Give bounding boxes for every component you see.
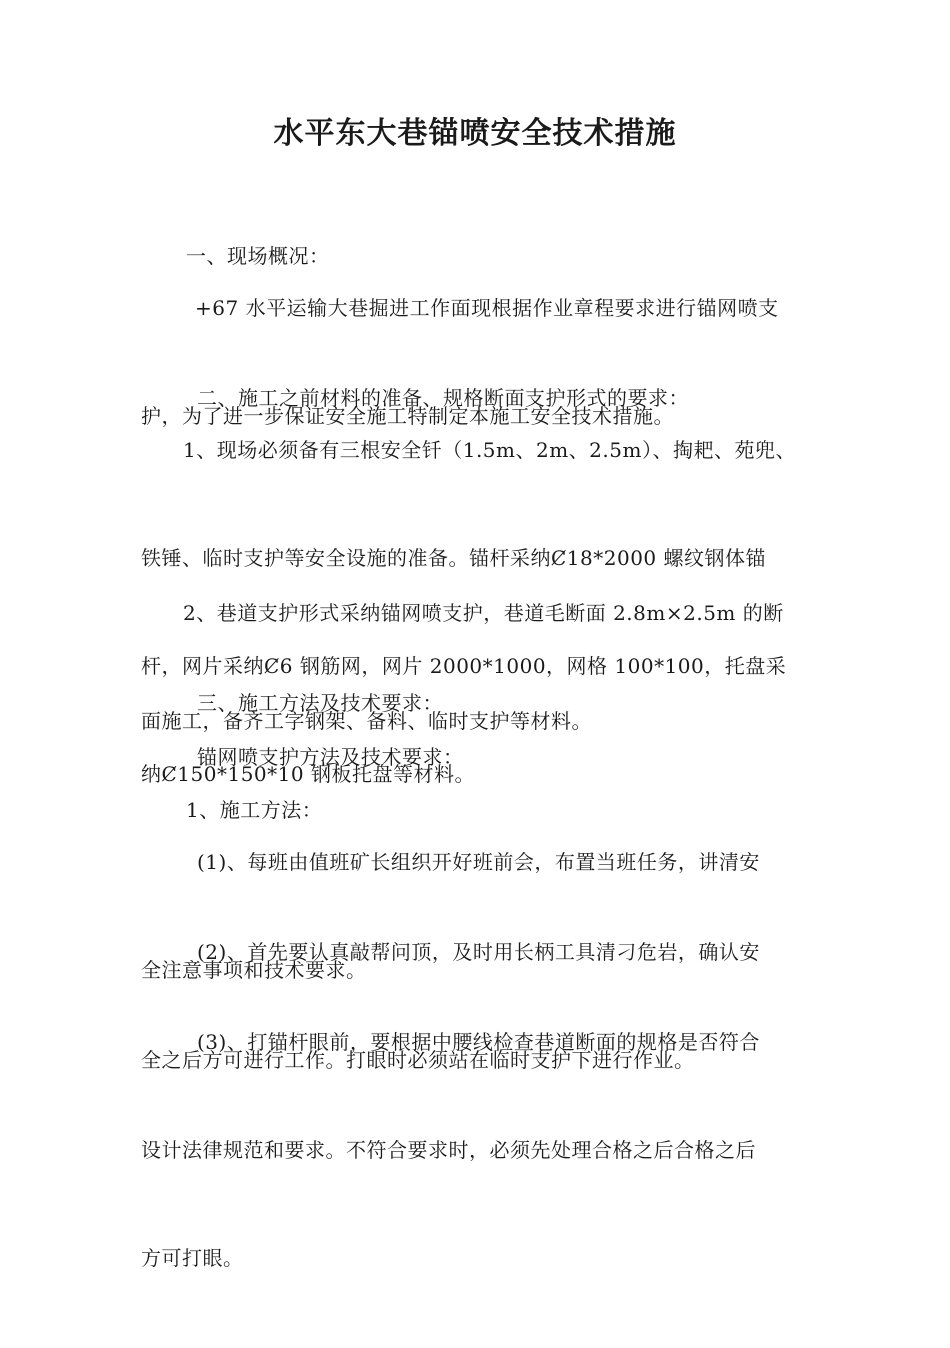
paragraph-step-3 — [141, 952, 801, 1348]
text-line: (2)、首先要认真敲帮问顶，及时用长柄工具清刁危岩，确认安 — [197, 940, 760, 964]
text-line: 2、巷道支护形式采纳锚网喷支护，巷道毛断面 2.8m×2.5m 的断 — [183, 601, 784, 625]
text-line: 全注意事项和技术要求。 — [141, 958, 367, 982]
text-line: 护，为了进一步保证安全施工特制定本施工安全技术措施。 — [141, 404, 674, 428]
text-line: 铁锤、临时支护等安全设施的准备。锚杆采纳Ȼ18*2000 螺纹钢体锚 — [141, 546, 767, 570]
text-line: 纳Ȼ150*150*10 钢板托盘等材料。 — [141, 762, 475, 786]
text-line: 设计法律规范和要求。不符合要求时，必须先处理合格之后合格之后 — [141, 1138, 756, 1162]
text-line: (1)、每班由值班矿长组织开好班前会，布置当班任务，讲清安 — [197, 850, 760, 874]
text-line: 1、现场必须备有三根安全钎（1.5m、2m、2.5m）、掏耙、苑兜、 — [183, 438, 796, 462]
text-line: 1、施工方法： — [186, 798, 323, 822]
text-line: 三、施工方法及技术要求： — [197, 691, 443, 715]
text-line: 方可打眼。 — [141, 1246, 244, 1270]
text-line: 一、现场概况： — [186, 244, 330, 268]
text-line: 全之后方可进行工作。打眼时必须站在临时支护下进行作业。 — [141, 1048, 695, 1072]
text-line: +67 水平运输大巷掘进工作面现根据作业章程要求进行锚网喷支 — [195, 296, 779, 320]
text-line: (3)、打锚杆眼前，要根据中腰线检查巷道断面的规格是否符合 — [197, 1030, 760, 1054]
text-line: 杆，网片采纳Ȼ6 钢筋网，网片 2000*1000，网格 100*100，托盘采 — [141, 654, 787, 678]
text-line: 二、施工之前材料的准备、规格断面支护形式的要求： — [197, 386, 689, 410]
text-line: 锚网喷支护方法及技术要求： — [197, 745, 464, 769]
text-line: 面施工，备齐工字钢架、备料、临时支护等材料。 — [141, 709, 592, 733]
document-title: 水平东大巷锚喷安全技术措施 — [273, 116, 677, 151]
